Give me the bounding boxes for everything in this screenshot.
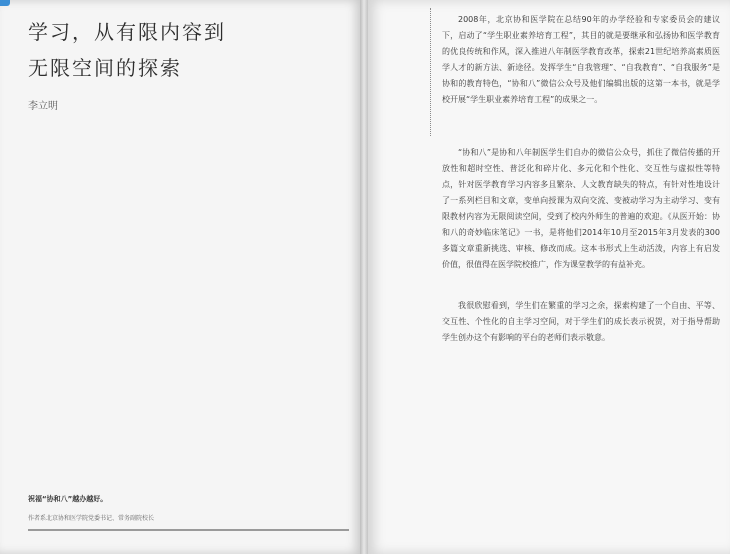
bottom-rule: [28, 529, 349, 531]
corner-mark-icon: [0, 0, 10, 6]
paragraph-1: 2008年，北京协和医学院在总结90年的办学经验和专家委员会的建议下，启动了“学生职业素养培育工程”，其目的就是要继承和弘扬协和医学教育的优良传统和作风，深入推进八年制医学教育改革，探索21世纪培养高素质医学人才的新方法、新途径。发挥学生“自我管理”、“自我教育”、“自我服务”是协和的教育特色，“协和八”微信公众号及他们编辑出版的这第一本书，就是学校开展“学生职业素养培育工程”的成果之一。: [442, 15, 720, 104]
book-gutter: [360, 0, 368, 554]
dotted-divider: [430, 8, 431, 136]
title-line-1: 学习，从有限内容到: [28, 20, 226, 44]
author-note: 作者系北京协和医学院党委书记、常务副院校长: [28, 515, 155, 522]
paragraph-2: “协和八”是协和八年制医学生们自办的微信公众号，抓住了微信传播的开放性和超时空性、普泛化和碎片化、多元化和个性化、交互性与虚拟性等特点，针对医学教育学习内容多且繁杂、人文教育缺失的特点，有针对性地设计了一系列栏目和文章，变单向授课为双向交流、变被动学习为主动学习、变有限教材内容为无限阅读空间，受到了校内外师生的普遍的欢迎。《从医开始：协和八的奇妙临床笔记》一书，是将他们2014年10月至2015年3月发表的300多篇文章重新挑选、审核、修改而成。这本书形式上生动活泼，内容上有启发价值，很值得在医学院校推广，作为课堂教学的有益补充。: [442, 148, 720, 269]
author-name: 李立明: [28, 101, 58, 112]
article-title: [28, 14, 348, 86]
title-line-2: 无限空间的探索: [28, 56, 182, 80]
paragraph-3: 我很欣慰看到，学生们在繁重的学习之余，探索构建了一个自由、平等、交互性、个性化的自主学习空间，对于学生们的成长表示祝贺，对于指导帮助学生创办这个有影响的平台的老师们表示敬意。: [442, 301, 720, 342]
tagline: 祝福“协和八”越办越好。: [28, 495, 108, 503]
